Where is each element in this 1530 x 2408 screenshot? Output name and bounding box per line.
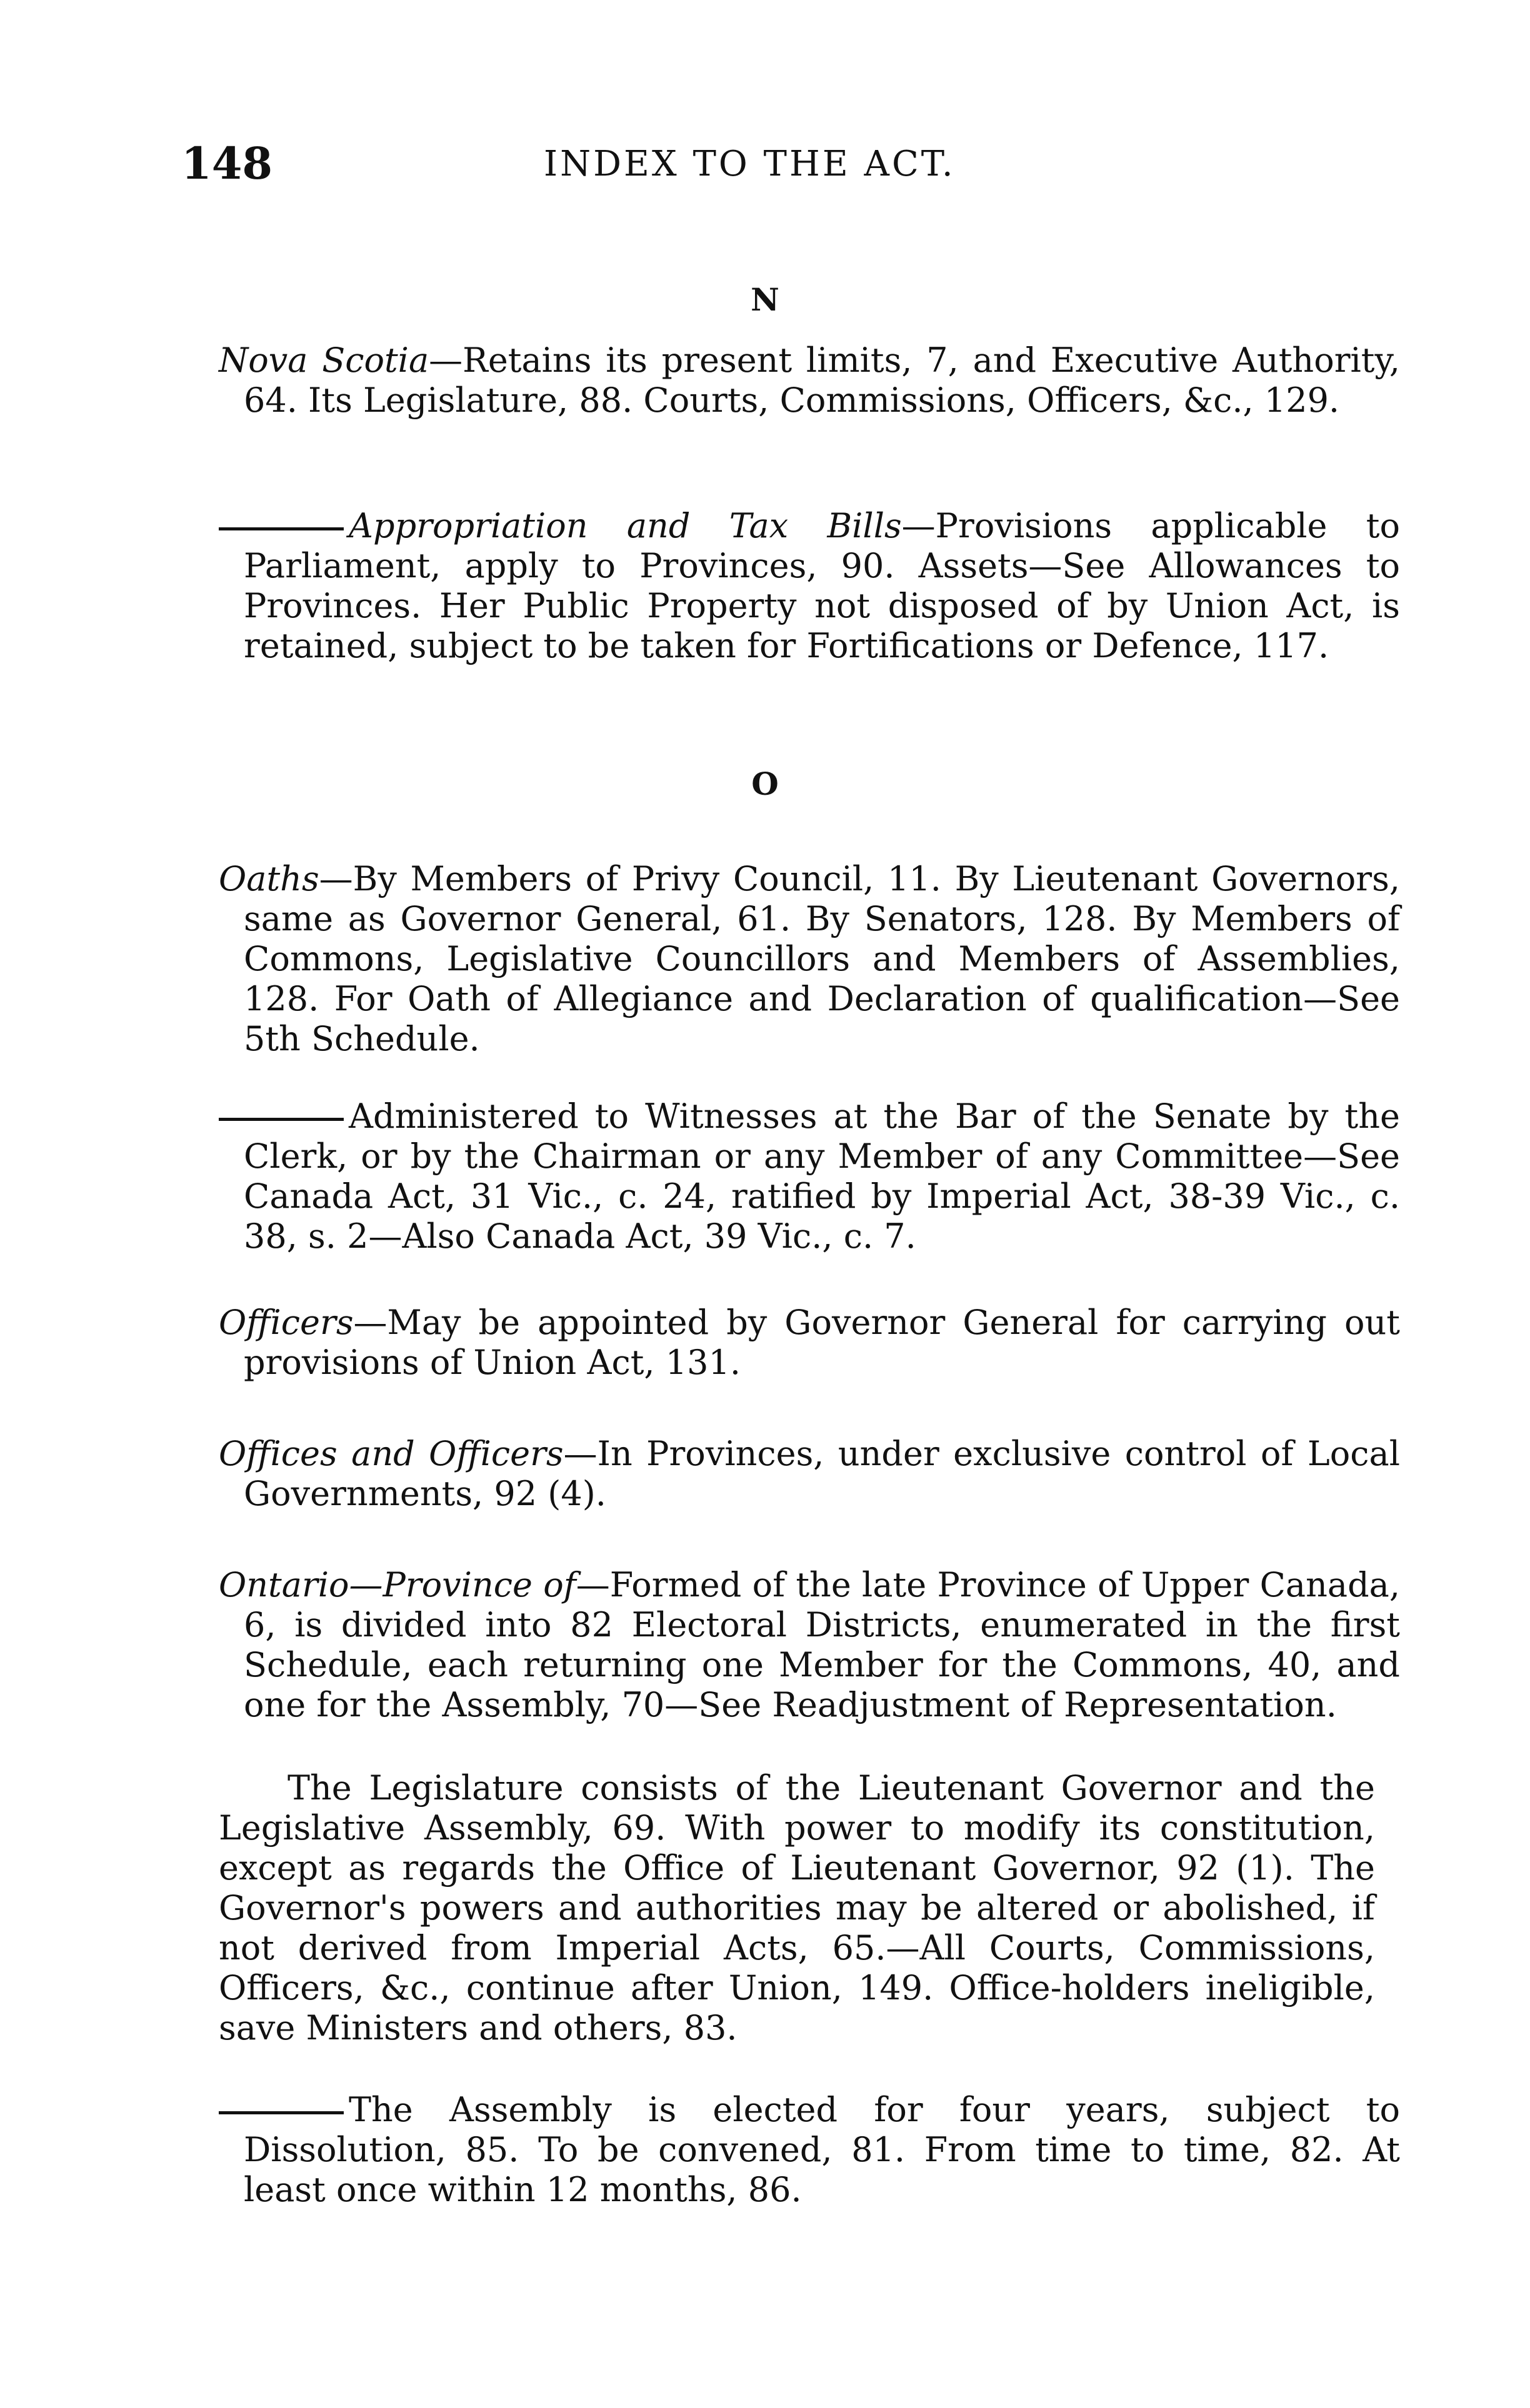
ditto-dash (219, 2111, 344, 2114)
index-entry-oaths (219, 859, 1400, 1059)
index-entry-offices-and-officers (219, 1434, 1400, 1514)
index-entry-ontario-legislature (219, 1768, 1375, 2048)
entry-head: Oaths (219, 859, 319, 898)
index-entry-oaths-administered (219, 1097, 1400, 1256)
page-number: 148 (181, 137, 273, 189)
entry-head: Nova Scotia (219, 341, 429, 380)
entry-head: Appropriation and Tax Bills (349, 506, 902, 545)
section-letter-o: O (751, 765, 779, 802)
entry-head: Ontario—Province of (219, 1565, 576, 1605)
entry-text: —Retains its present limits, 7, and Executive Authority, 64. Its Legislature, 88. Courts, Commissions, Officers, &c., 129. (244, 341, 1400, 420)
ditto-dash (219, 1118, 344, 1121)
page-header (181, 137, 1369, 194)
entry-text: —Provisions applicable to Parliament, apply to Provinces, 90. Assets—See Allowances to Provinces. Her Public Property not disposed of by Union Act, is retained, subject to be taken for Fortifications or Defence, 117. (244, 506, 1400, 665)
index-entry-nova-scotia (219, 341, 1400, 420)
entry-text: The Assembly is elected for four years, subject to Dissolution, 85. To be convened, 81. From time to time, 82. At least once within 12 months, 86. (244, 2090, 1400, 2209)
section-letter-n: N (751, 281, 779, 318)
running-head: INDEX TO THE ACT. (544, 144, 956, 184)
entry-text: —Formed of the late Province of Upper Canada, 6, is divided into 82 Electoral Districts, enumerated in the first Schedule, each returning one Member for the Commons, 40, and one for the Assembly, 70—See Readjustment of Representation. (244, 1565, 1401, 1724)
index-entry-ontario-assembly (219, 2090, 1400, 2210)
index-entry-officers (219, 1303, 1400, 1383)
index-entry-appropriation-tax-bills (219, 506, 1400, 666)
entry-text: Administered to Witnesses at the Bar of the Senate by the Clerk, or by the Chairman or any Member of any Committee—See Canada Act, 31 Vic., c. 24, ratified by Imperial Act, 38-39 Vic., c. 38, s. 2—Also Canada Act, 39 Vic., c. 7. (244, 1097, 1400, 1256)
entry-text: The Legislature consists of the Lieutenant Governor and the Legislative Assembly, 69. With power to modify its constitution, except as regards the Office of Lieutenant Governor, 92 (1). The Governor's powers and authorities may be altered or abolished, if not derived from Imperial Acts, 65.—All Courts, Commissions, Officers, &c., continue after Union, 149. Office-holders ineligible, save Ministers and others, 83. (219, 1768, 1375, 2047)
entry-text: —May be appointed by Governor General for carrying out provisions of Union Act, 131. (244, 1303, 1400, 1382)
entry-head: Officers (219, 1303, 354, 1342)
entry-head: Offices and Officers (219, 1434, 564, 1473)
index-entry-ontario (219, 1565, 1400, 1725)
ditto-dash (219, 527, 344, 530)
entry-text: —In Provinces, under exclusive control of Local Governments, 92 (4). (244, 1434, 1400, 1513)
entry-text: —By Members of Privy Council, 11. By Lieutenant Governors, same as Governor General, 61. By Senators, 128. By Members of Commons, Legislative Councillors and Members of Assemblies, 128. For Oath of Allegiance and Declaration of qualification—See 5th Schedule. (244, 859, 1400, 1058)
